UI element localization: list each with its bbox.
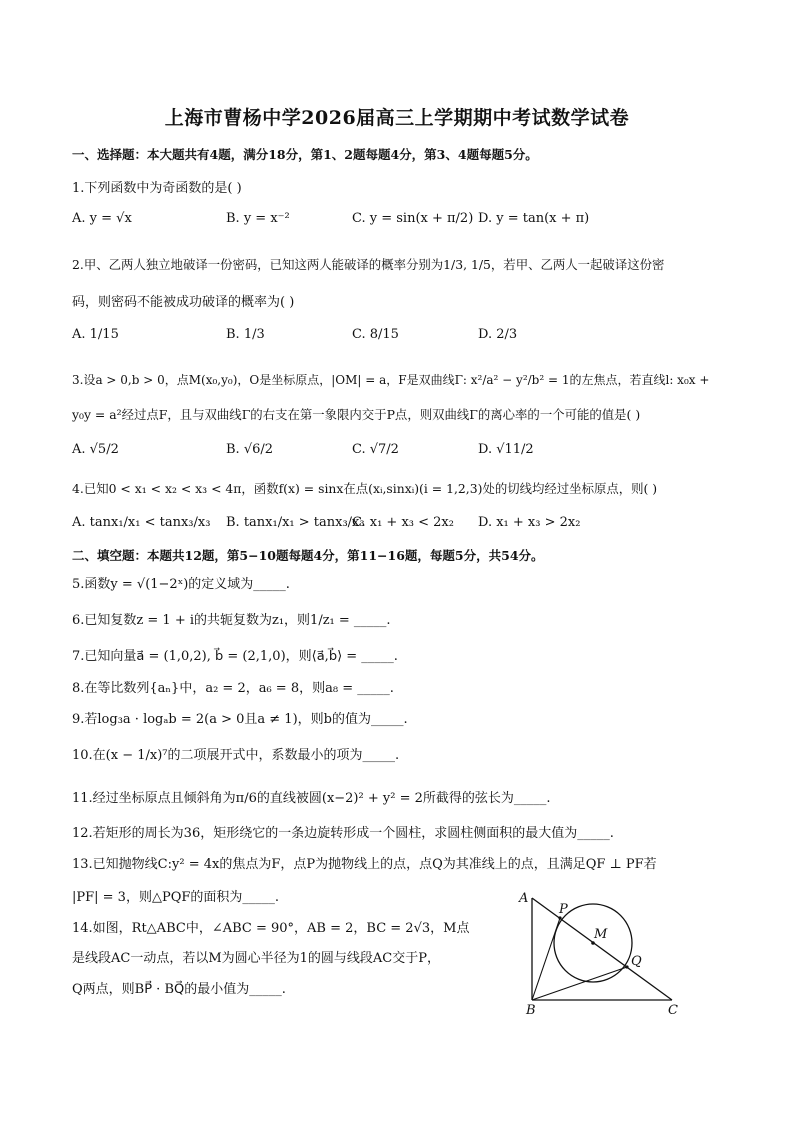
q1-option-a: A. y = √x: [72, 211, 132, 226]
question-2-line-1: 2.甲、乙两人独立地破译一份密码，已知这两人能破译的概率分别为1/3, 1/5，若甲、乙两人一起破译这份密: [72, 257, 665, 272]
label-c: C: [668, 1003, 678, 1018]
question-4-options: [72, 515, 727, 535]
section-1-header: 一、选择题：本大题共有4题，满分18分，第1、2题每题4分，第3、4题每题5分。: [72, 147, 538, 162]
question-9: 9.若log₃a · logₐb = 2(a > 0且a ≠ 1)，则b的值为_____.: [72, 712, 408, 727]
q4-option-a: A. tanx₁/x₁ < tanx₃/x₃: [72, 515, 211, 530]
question-1-options: [72, 211, 727, 231]
q1-option-b: B. y = x⁻²: [226, 211, 290, 226]
q1-option-d: D. y = tan(x + π): [478, 211, 590, 226]
question-12: 12.若矩形的周长为36，矩形绕它的一条边旋转形成一个圆柱，求圆柱侧面积的最大值为_____.: [72, 826, 614, 841]
question-5: 5.函数y = √(1−2ˣ)的定义域为_____.: [72, 577, 290, 592]
label-p: P: [559, 902, 568, 917]
question-11: 11.经过坐标原点且倾斜角为π/6的直线被圆(x−2)² + y² = 2所截得的弦长为_____.: [72, 791, 551, 806]
section-2-header: 二、填空题：本题共12题，第5−10题每题4分，第11−16题，每题5分，共54分。: [72, 548, 544, 563]
q2-option-b: B. 1/3: [226, 327, 265, 342]
segment-ac: [532, 898, 672, 1000]
question-13-line-2: |PF| = 3，则△PQF的面积为_____.: [72, 890, 280, 905]
segment-bq: [532, 967, 627, 1000]
question-7: 7.已知向量a⃗ = (1,0,2), b⃗ = (2,1,0)，则⟨a⃗,b⃗⟩ = _____.: [72, 649, 398, 664]
q4-option-c: C. x₁ + x₃ < 2x₂: [352, 515, 454, 530]
question-8: 8.在等比数列{aₙ}中，a₂ = 2，a₆ = 8，则a₈ = _____.: [72, 681, 394, 696]
q4-option-b: B. tanx₁/x₁ > tanx₃/x₃: [226, 515, 365, 530]
label-q: Q: [631, 954, 642, 969]
q2-option-a: A. 1/15: [72, 327, 119, 342]
q3-option-a: A. √5/2: [72, 442, 119, 457]
question-2-options: [72, 327, 727, 347]
question-6: 6.已知复数z = 1 + i的共轭复数为z₁，则1/z₁ = _____.: [72, 613, 391, 628]
page-title: 上海市曹杨中学2026届高三上学期期中考试数学试卷: [164, 107, 630, 129]
q4-option-d: D. x₁ + x₃ > 2x₂: [478, 515, 581, 530]
label-a: A: [519, 891, 529, 906]
question-10: 10.在(x − 1/x)⁷的二项展开式中，系数最小的项为_____.: [72, 748, 400, 763]
question-1-stem: 1.下列函数中为奇函数的是( ): [72, 181, 242, 196]
question-4-stem: 4.已知0 < x₁ < x₂ < x₃ < 4π，函数f(x) = sinx在点(xᵢ,sinxᵢ)(i = 1,2,3)处的切线均经过坐标原点，则( ): [72, 481, 658, 496]
q3-option-c: C. √7/2: [352, 442, 399, 457]
question-3-line-1: 3.设a > 0,b > 0，点M(x₀,y₀)，O是坐标原点，|OM| = a，F是双曲线Γ: x²/a² − y²/b² = 1的左焦点，若直线l: x₀x +: [72, 373, 710, 387]
label-m: M: [594, 927, 608, 942]
question-14-line-1: 14.如图，Rt△ABC中，∠ABC = 90°，AB = 2，BC = 2√3，M点: [72, 921, 470, 936]
segment-bp: [532, 918, 560, 1000]
q2-option-c: C. 8/15: [352, 327, 399, 342]
q14-triangle-diagram: [510, 888, 688, 1018]
question-3-options: [72, 442, 727, 462]
question-2-line-2: 码，则密码不能被成功破译的概率为( ): [72, 295, 295, 310]
q3-option-b: B. √6/2: [226, 442, 274, 457]
question-14-line-3: Q两点，则BP⃗ · BQ⃗的最小值为_____.: [72, 982, 286, 997]
question-13-line-1: 13.已知抛物线C:y² = 4x的焦点为F，点P为抛物线上的点，点Q为其准线上的点，且满足QF ⊥ PF若: [72, 857, 657, 872]
label-b: B: [526, 1003, 536, 1018]
question-14-line-2: 是线段AC一动点，若以M为圆心半径为1的圆与线段AC交于P，: [72, 951, 440, 966]
q3-option-d: D. √11/2: [478, 442, 534, 457]
q2-option-d: D. 2/3: [478, 327, 518, 342]
q1-option-c: C. y = sin(x + π/2): [352, 211, 474, 226]
question-3-line-2: y₀y = a²经过点F，且与双曲线Γ的右支在第一象限内交于P点，则双曲线Γ的离心率的一个可能的值是( ): [72, 407, 641, 422]
point-q: [625, 965, 628, 968]
